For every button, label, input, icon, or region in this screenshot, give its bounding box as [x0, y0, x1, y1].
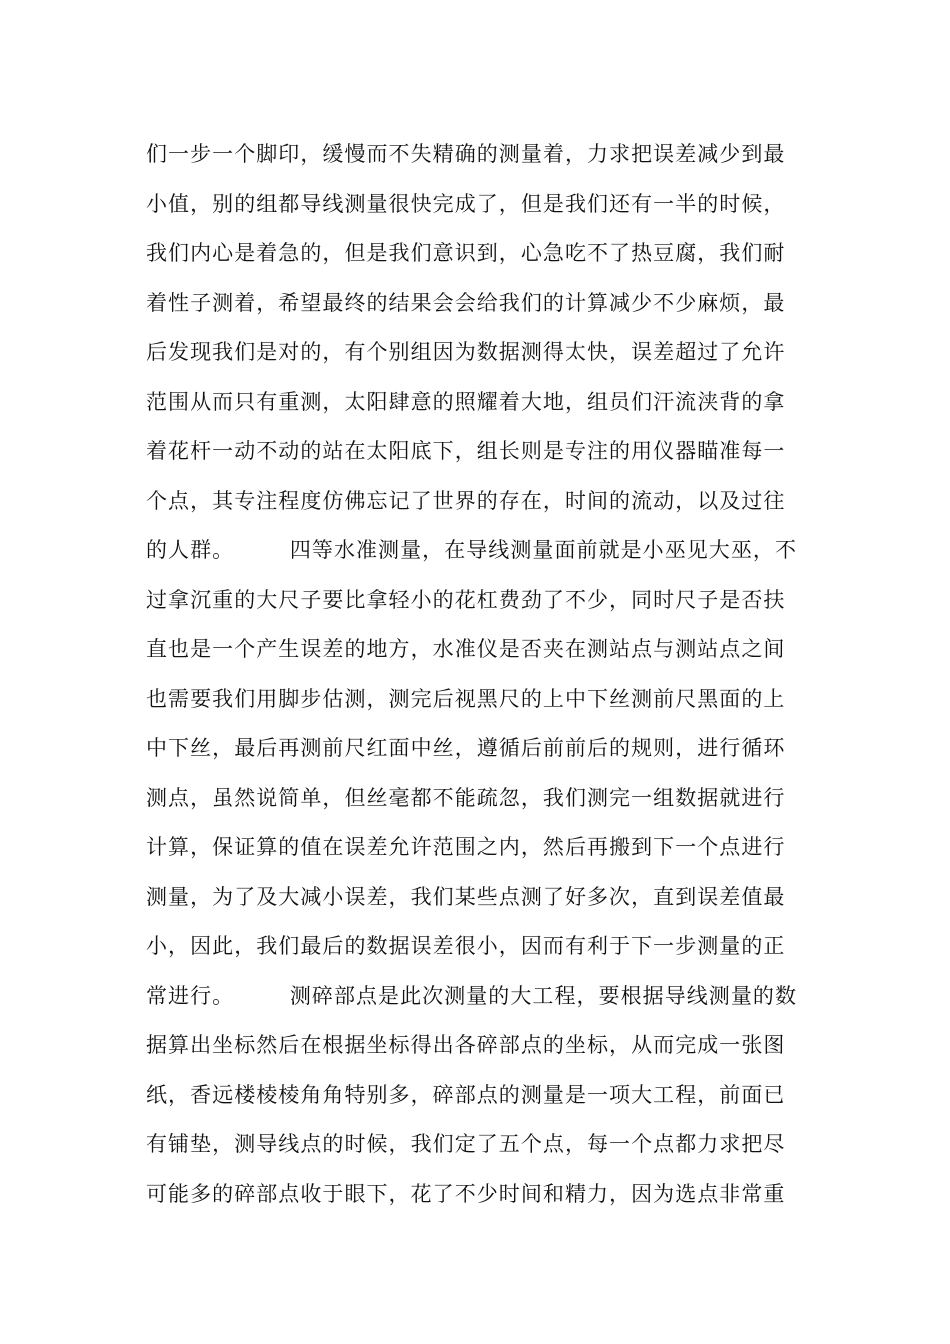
text-line-10: 过拿沉重的大尺子要比拿轻小的花杠费劲了不少，同时尺子是否扶: [146, 587, 786, 612]
text-line-3: 我们内心是着急的，但是我们意识到，心急吃不了热豆腐，我们耐: [146, 241, 786, 265]
text-line-12: 也需要我们用脚步估测，测完后视黑尺的上中下丝测前尺黑面的上: [146, 686, 786, 711]
text-line-2: 小值，别的组都导线测量很快完成了，但是我们还有一半的时候，: [146, 191, 786, 216]
text-line-5: 后发现我们是对的，有个别组因为数据测得太快，误差超过了允许: [146, 340, 786, 364]
text-line-16: 测量，为了及大减小误差，我们某些点测了好多次，直到误差值最: [146, 884, 786, 909]
text-line-14: 测点，虽然说简单，但丝毫都不能疏忽，我们测完一组数据就进行: [146, 785, 786, 810]
text-line-9: 的人群。 四等水准测量，在导线测量面前就是小巫见大巫，不: [146, 538, 797, 562]
text-line-19: 据算出坐标然后在根据坐标得出各碎部点的坐标，从而完成一张图: [146, 1033, 786, 1057]
text-line-7: 着花杆一动不动的站在太阳底下，组长则是专注的用仪器瞄准每一: [146, 439, 786, 463]
text-line-20: 纸，香远楼棱棱角角特别多，碎部点的测量是一项大工程，前面已: [146, 1082, 786, 1107]
text-line-4: 着性子测着，希望最终的结果会会给我们的计算减少不少麻烦，最: [146, 290, 786, 315]
text-line-1: 们一步一个脚印，缓慢而不失精确的测量着，力求把误差减少到最: [146, 142, 786, 166]
text-line-17: 小，因此，我们最后的数据误差很小，因而有利于下一步测量的正: [146, 934, 786, 958]
text-line-21: 有铺垫，测导线点的时候，我们定了五个点，每一个点都力求把尽: [146, 1132, 786, 1156]
text-line-18: 常进行。 测碎部点是此次测量的大工程，要根据导线测量的数: [146, 983, 797, 1008]
text-line-11: 直也是一个产生误差的地方，水准仪是否夹在测站点与测站点之间: [146, 637, 786, 661]
text-line-13: 中下丝，最后再测前尺红面中丝，遵循后前前后的规则，进行循环: [146, 736, 786, 760]
text-line-8: 个点，其专注程度仿佛忘记了世界的存在，时间的流动，以及过往: [146, 488, 786, 513]
text-line-22: 可能多的碎部点收于眼下，花了不少时间和精力，因为选点非常重: [146, 1181, 786, 1206]
text-line-6: 范围从而只有重测，太阳肆意的照耀着大地，组员们汗流浃背的拿: [146, 389, 786, 414]
body-text: [146, 130, 826, 1219]
text-line-15: 计算，保证算的值在误差允许范围之内，然后再搬到下一个点进行: [146, 835, 786, 859]
